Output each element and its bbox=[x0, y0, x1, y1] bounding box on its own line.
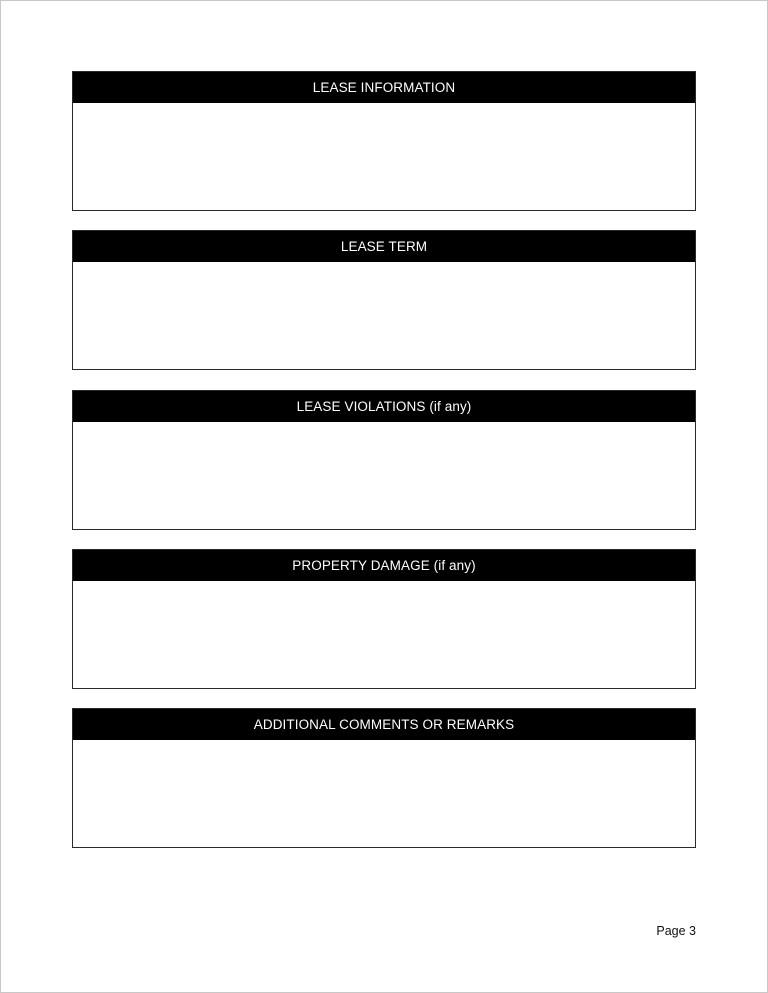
section-lease-term bbox=[72, 230, 696, 370]
additional-comments-field[interactable] bbox=[73, 740, 695, 847]
lease-information-field[interactable] bbox=[73, 103, 695, 210]
section-additional-comments bbox=[72, 708, 696, 848]
lease-term-field[interactable] bbox=[73, 262, 695, 369]
section-header: LEASE TERM bbox=[73, 231, 695, 262]
page-number: Page 3 bbox=[656, 924, 696, 938]
section-header: LEASE VIOLATIONS (if any) bbox=[73, 391, 695, 422]
lease-violations-field[interactable] bbox=[73, 422, 695, 529]
section-lease-information bbox=[72, 71, 696, 211]
property-damage-field[interactable] bbox=[73, 581, 695, 688]
section-property-damage bbox=[72, 549, 696, 689]
section-header: LEASE INFORMATION bbox=[73, 72, 695, 103]
section-lease-violations bbox=[72, 390, 696, 530]
section-header: PROPERTY DAMAGE (if any) bbox=[73, 550, 695, 581]
section-header: ADDITIONAL COMMENTS OR REMARKS bbox=[73, 709, 695, 740]
